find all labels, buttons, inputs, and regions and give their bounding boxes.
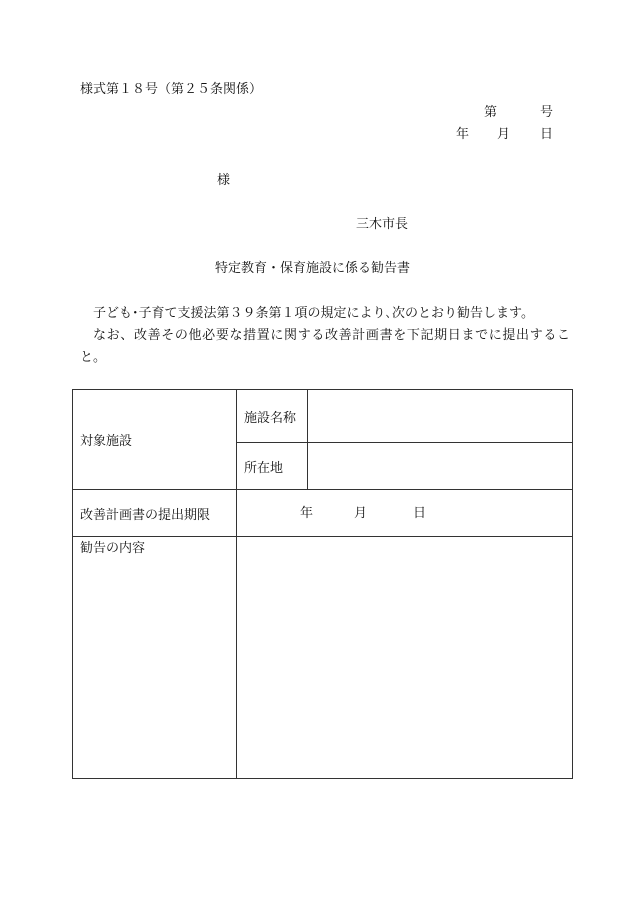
deadline-year: 年 [300, 506, 314, 521]
doc-number-prefix: 第 [484, 105, 498, 120]
body-paragraph-1: 子ども･子育て支援法第３９条第１項の規定により､次のとおり勧告します。 [93, 306, 534, 321]
deadline-day: 日 [413, 506, 427, 521]
body-text [80, 303, 570, 369]
body-paragraph-2: なお、改善その他必要な措置に関する改善計画書を下記期日までに提出すること。 [80, 328, 570, 365]
target-facility-label: 対象施設 [73, 390, 237, 490]
date-day: 日 [540, 127, 554, 142]
recommendation-table [72, 389, 573, 779]
date-month: 月 [497, 127, 511, 142]
recommendation-label: 勧告の内容 [73, 537, 237, 779]
facility-name-label: 施設名称 [237, 390, 308, 443]
table-row [73, 490, 573, 537]
recommendation-value[interactable] [237, 537, 573, 779]
deadline-value[interactable] [237, 490, 573, 537]
sender-mayor: 三木市長 [356, 217, 409, 232]
location-value[interactable] [308, 443, 573, 490]
table-row [73, 390, 573, 443]
addressee-honorific: 様 [217, 173, 231, 188]
location-label: 所在地 [237, 443, 308, 490]
deadline-label: 改善計画書の提出期限 [73, 490, 237, 537]
document-title: 特定教育・保育施設に係る勧告書 [215, 261, 411, 276]
doc-number-suffix: 号 [540, 105, 554, 120]
deadline-month: 月 [354, 506, 368, 521]
date-year: 年 [456, 127, 470, 142]
facility-name-value[interactable] [308, 390, 573, 443]
table-row [73, 537, 573, 779]
deadline-date [237, 490, 572, 536]
form-number: 様式第１８号（第２５条関係） [80, 82, 263, 97]
